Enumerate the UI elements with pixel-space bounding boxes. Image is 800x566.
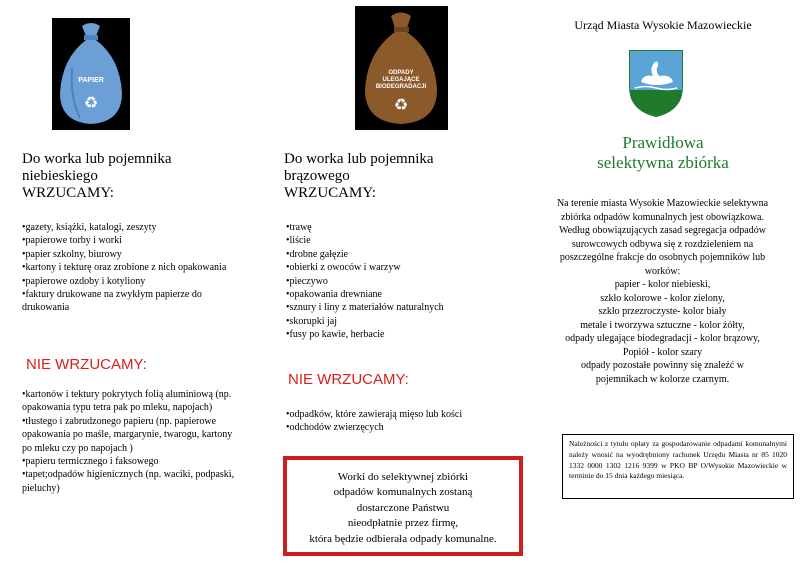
list-item: • liście xyxy=(286,234,516,247)
list-item: • faktury drukowane na zwykłym papierze do drukowania xyxy=(22,288,244,315)
list-item: • papieru termicznego i faksowego xyxy=(22,455,244,468)
list-item: • sznury i liny z materiałów naturalnych xyxy=(286,301,516,314)
list-item: • kartonów i tektury pokrytych folią aluminiową (np. opakowania typu tetra pak po mleku, napojach) xyxy=(22,388,244,415)
left-no-heading: NIE WRZUCAMY: xyxy=(26,356,147,373)
list-item: • trawę xyxy=(286,221,516,234)
list-item: • kartony i tekturę oraz zrobione z nich opakowania xyxy=(22,261,244,274)
info-paragraph: Na terenie miasta Wysokie Mazowieckie selektywna zbiórka odpadów komunalnych jest obowiązkowa. Według obowiązujących zasad segregacja odpadów surowcowych odbywa się z rozdzieleniem na poszczególne frakcje do osobnych pojemników lub worków: papier - kolor niebieski, szkło kolorowe - kolor zielony, szkło przezroczyste- kolor biały metale i tworzywa sztuczne - kolor żółty, odpady ulegające biodegradacji - kolor brązowy, Popiół - kolor szary odpady pozostałe powinny się znaleźć w pojemnikach w kolorze czarnym. xyxy=(556,198,769,385)
list-item: • odchodów zwierzęcych xyxy=(286,421,516,434)
list-item: • drobne gałęzie xyxy=(286,248,516,261)
brown-bag-label-2: ULEGAJĄCE xyxy=(382,77,420,83)
list-item: • gazety, książki, katalogi, zeszyty xyxy=(22,221,244,234)
middle-heading: Do worka lub pojemnika brązowego WRZUCAMY: xyxy=(284,151,434,201)
list-item: • papier szkolny, biurowy xyxy=(22,248,244,261)
blue-bag-label: PAPIER xyxy=(78,77,104,84)
list-item: • opakowania drewniane xyxy=(286,288,516,301)
list-item: • tapet;odpadów higienicznych (np. waciki, podpaski, pieluchy) xyxy=(22,468,244,495)
middle-yes-list xyxy=(286,221,516,342)
recycle-icon: ♻ xyxy=(393,97,409,114)
list-item: • papierowe ozdoby i kotyliony xyxy=(22,275,244,288)
left-heading: Do worka lub pojemnika niebieskiego WRZUCAMY: xyxy=(22,151,172,201)
office-name: Urząd Miasta Wysokie Mazowieckie xyxy=(574,18,752,32)
list-item: • pieczywo xyxy=(286,275,516,288)
list-item: • fusy po kawie, herbacie xyxy=(286,328,516,341)
payment-note-box: Należności z tytułu opłaty za gospodarowanie odpadami komunalnymi należy wnosić na wyodrębniony rachunek Urzędu Miasta nr 85 1020 1332 0000 1302 1216 9399 w PKO BP O/Wysokie Mazowieckie w terminie do 15 dnia każdego miesiąca. xyxy=(562,434,794,499)
blue-paper-bag-image xyxy=(52,18,130,130)
middle-no-list xyxy=(286,408,516,435)
list-item: • papierowe torby i worki xyxy=(22,234,244,247)
coat-of-arms-logo xyxy=(627,48,685,118)
free-bags-notice-box: Worki do selektywnej zbiórki odpadów komunalnych zostaną dostarczone Państwu nieodpłatnie przez firmę, która będzie odbierała odpady komunalne. xyxy=(283,456,523,556)
brown-bag-label-3: BIODEGRADACJI xyxy=(375,84,427,90)
page-title: Prawidłowa selektywna zbiórka xyxy=(597,133,729,172)
brown-bag-label-1: ODPADY xyxy=(388,70,414,76)
list-item: • tłustego i zabrudzonego papieru (np. papierowe opakowania po maśle, margarynie, twarogu, kartony po mleku czy po napojach ) xyxy=(22,415,244,455)
list-item: • skorupki jaj xyxy=(286,315,516,328)
list-item: • odpadków, które zawierają mięso lub kości xyxy=(286,408,516,421)
left-no-list xyxy=(22,388,244,495)
recycle-icon: ♻ xyxy=(83,95,99,112)
left-yes-list xyxy=(22,221,244,315)
middle-no-heading: NIE WRZUCAMY: xyxy=(288,371,409,388)
list-item: • obierki z owoców i warzyw xyxy=(286,261,516,274)
brown-bio-bag-image xyxy=(355,6,448,130)
